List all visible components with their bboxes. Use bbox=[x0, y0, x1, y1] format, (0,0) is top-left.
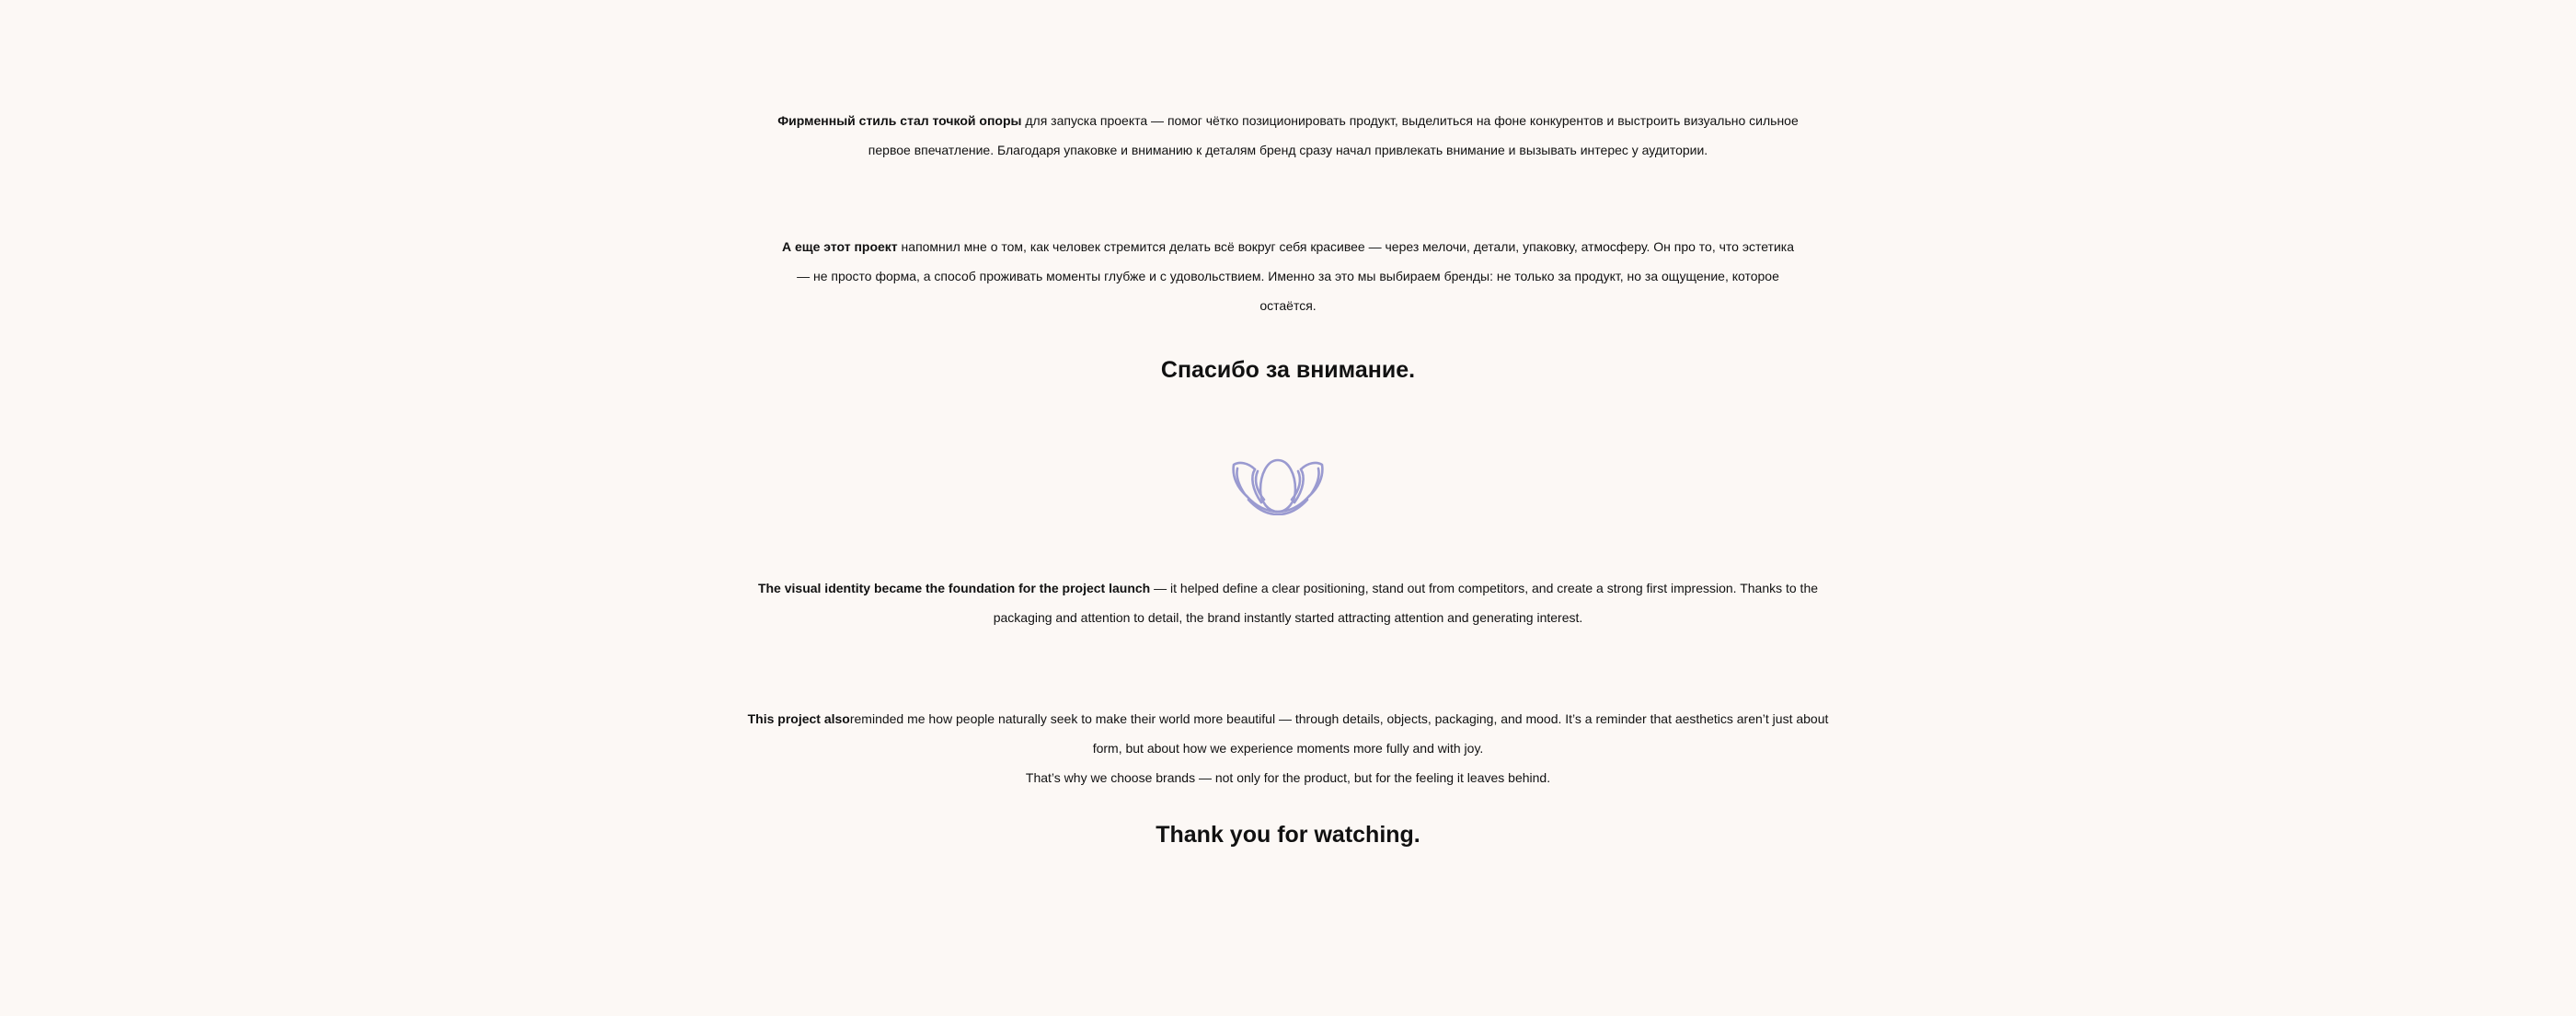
ru-paragraph-identity-line-2: первое впечатление. Благодаря упаковке и вниманию к деталям бренд сразу начал привлекать внимание и вызывать интерес у аудитории. bbox=[868, 143, 1708, 157]
en-paragraph-project bbox=[0, 704, 2576, 792]
en-paragraph-identity-line-1: The visual identity became the foundation for the project launch — it helped define a clear positioning, stand out from competitors, and create a strong first impression. Thanks to the bbox=[757, 581, 1819, 595]
en-paragraph-project-line-2: form, but about how we experience moments more fully and with joy. bbox=[1092, 741, 1484, 756]
ru-paragraph-project-line-3: остаётся. bbox=[1259, 298, 1317, 313]
ru-paragraph-identity-line-1: Фирменный стиль стал точкой опоры для запуска проекта — помог чётко позиционировать продукт, выделиться на фоне конкурентов и выстроить визуально сильное bbox=[777, 113, 1799, 128]
ru-paragraph-identity bbox=[0, 106, 2576, 165]
ru-paragraph-project bbox=[0, 232, 2576, 320]
en-thanks: Thank you for watching. bbox=[1156, 822, 1420, 848]
ru-paragraph-project-line-2: — не просто форма, а способ проживать моменты глубже и с удовольствием. Именно за это мы выбираем бренды: не только за продукт, но за ощущение, которое bbox=[797, 269, 1779, 283]
ru-thanks: Спасибо за внимание. bbox=[1160, 357, 1416, 383]
croissant-outline bbox=[1234, 460, 1323, 514]
ru-paragraph-identity-bold: Фирменный стиль стал точкой опоры bbox=[777, 113, 1022, 128]
en-paragraph-project-line-1: This project alsoreminded me how people naturally seek to make their world more beautiful — through details, objects, packaging, and mood. It’s a reminder that aesthetics aren’t just about bbox=[747, 711, 1829, 726]
en-paragraph-identity bbox=[0, 573, 2576, 632]
en-paragraph-project-line-3: That’s why we choose brands — not only for the product, but for the feeling it leaves behind. bbox=[1025, 770, 1551, 785]
en-paragraph-project-bold: This project also bbox=[747, 711, 850, 726]
en-paragraph-identity-line-2: packaging and attention to detail, the brand instantly started attracting attention and generating interest. bbox=[993, 610, 1583, 625]
croissant-icon bbox=[1230, 442, 1326, 515]
ru-paragraph-project-line-1: А еще этот проект напомнил мне о том, как человек стремится делать всё вокруг себя красивее — через мелочи, детали, упаковку, атмосферу. Он про то, что эстетика bbox=[782, 239, 1794, 254]
ru-paragraph-project-bold: А еще этот проект bbox=[782, 239, 898, 254]
en-paragraph-identity-bold: The visual identity became the foundation for the project launch bbox=[757, 581, 1151, 595]
